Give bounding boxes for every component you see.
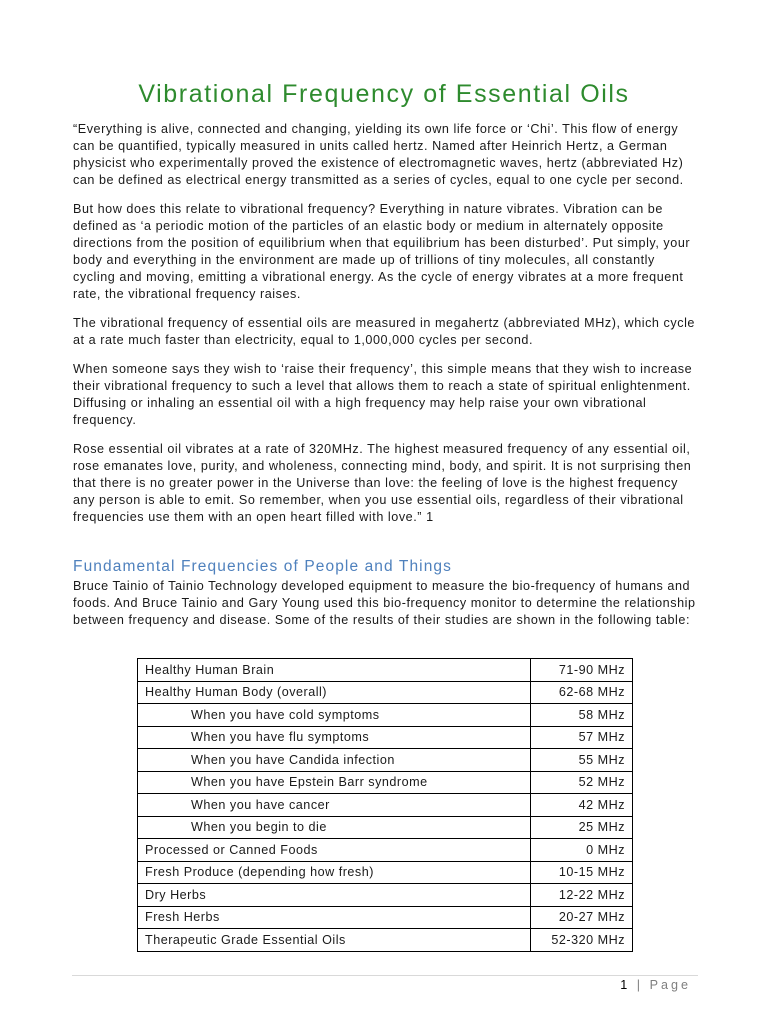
row-value: 55 MHz: [530, 749, 632, 772]
table-row: [138, 794, 633, 817]
page-number: 1: [620, 978, 631, 992]
row-label: When you have cancer: [138, 794, 531, 817]
row-label: When you have flu symptoms: [138, 726, 531, 749]
table-row: [138, 906, 633, 929]
body-text: [73, 121, 697, 538]
row-value: 42 MHz: [530, 794, 632, 817]
page-footer: [620, 978, 691, 992]
row-label: When you have Candida infection: [138, 749, 531, 772]
footer-separator: |: [636, 978, 644, 992]
table-row: [138, 929, 633, 952]
frequency-table: [137, 658, 633, 952]
page-title: Vibrational Frequency of Essential Oils: [138, 80, 630, 108]
table-row: [138, 704, 633, 727]
row-value: 71-90 MHz: [530, 659, 632, 682]
paragraph-3: The vibrational frequency of essential oils are measured in megahertz (abbreviated MHz), which cycle at a rate much faster than electricity, equal to 1,000,000 cycles per second.: [73, 316, 695, 347]
paragraph-4: When someone says they wish to ‘raise their frequency’, this simple means that they wish to increase their vibrational frequency to such a level that allows them to reach a state of spiritual enlightenment. Diffusing or inhaling an essential oil with a high frequency may help raise your own vibrational frequency.: [73, 362, 693, 427]
row-label: When you have cold symptoms: [138, 704, 531, 727]
section-intro: Bruce Tainio of Tainio Technology developed equipment to measure the bio-frequency of humans and foods. And Bruce Tainio and Gary Young used this bio-frequency monitor to determine the relationship between frequency and disease. Some of the results of their studies are shown in the following table:: [73, 579, 696, 627]
paragraph-2: But how does this relate to vibrational frequency? Everything in nature vibrates. Vibration can be defined as ‘a periodic motion of the particles of an elastic body or medium in alternately opposite directions from the position of equilibrium when that equilibrium has been disturbed’. Put simply, your body and everything in the environment are made up of trillions of tiny molecules, all constantly cycling and moving, emitting a vibrational energy. As the cycle of energy vibrates at a more frequent rate, the vibrational frequency raises.: [73, 202, 691, 301]
page-label: Page: [649, 978, 691, 992]
row-label: Therapeutic Grade Essential Oils: [138, 929, 531, 952]
table-row: [138, 749, 633, 772]
row-label: Fresh Herbs: [138, 906, 531, 929]
table-row: [138, 839, 633, 862]
row-label: Fresh Produce (depending how fresh): [138, 861, 531, 884]
table-row: [138, 771, 633, 794]
row-label: Healthy Human Body (overall): [138, 681, 531, 704]
row-label: Processed or Canned Foods: [138, 839, 531, 862]
row-value: 25 MHz: [530, 816, 632, 839]
paragraph-5: Rose essential oil vibrates at a rate of 320MHz. The highest measured frequency of any essential oil, rose emanates love, purity, and wholeness, connecting mind, body, and spirit. It is not surprising then that there is no greater power in the Universe than love: the feeling of love is the highest frequency any person is able to emit. So remember, when you use essential oils, regardless of their vibrational frequencies use them with an open heart filled with love.” 1: [73, 442, 692, 524]
table-row: [138, 884, 633, 907]
row-value: 58 MHz: [530, 704, 632, 727]
row-value: 52 MHz: [530, 771, 632, 794]
table-row: [138, 659, 633, 682]
row-value: 12-22 MHz: [530, 884, 632, 907]
table-row: [138, 681, 633, 704]
row-label: Healthy Human Brain: [138, 659, 531, 682]
row-value: 57 MHz: [530, 726, 632, 749]
row-value: 52-320 MHz: [530, 929, 632, 952]
row-label: Dry Herbs: [138, 884, 531, 907]
paragraph-1: “Everything is alive, connected and changing, yielding its own life force or ‘Chi’. This flow of energy can be quantified, typically measured in units called hertz. Named after Heinrich Hertz, a German physicist who experimentally proved the existence of electromagnetic waves, hertz (abbreviated Hz) can be defined as electrical energy transmitted as a series of cycles, equal to one cycle per second.: [73, 122, 684, 187]
row-value: 62-68 MHz: [530, 681, 632, 704]
row-value: 20-27 MHz: [530, 906, 632, 929]
section-heading: Fundamental Frequencies of People and Things: [73, 558, 452, 575]
row-value: 0 MHz: [530, 839, 632, 862]
table-row: [138, 816, 633, 839]
row-label: When you begin to die: [138, 816, 531, 839]
table-row: [138, 861, 633, 884]
row-label: When you have Epstein Barr syndrome: [138, 771, 531, 794]
table-row: [138, 726, 633, 749]
footer-divider: [72, 975, 698, 976]
row-value: 10-15 MHz: [530, 861, 632, 884]
